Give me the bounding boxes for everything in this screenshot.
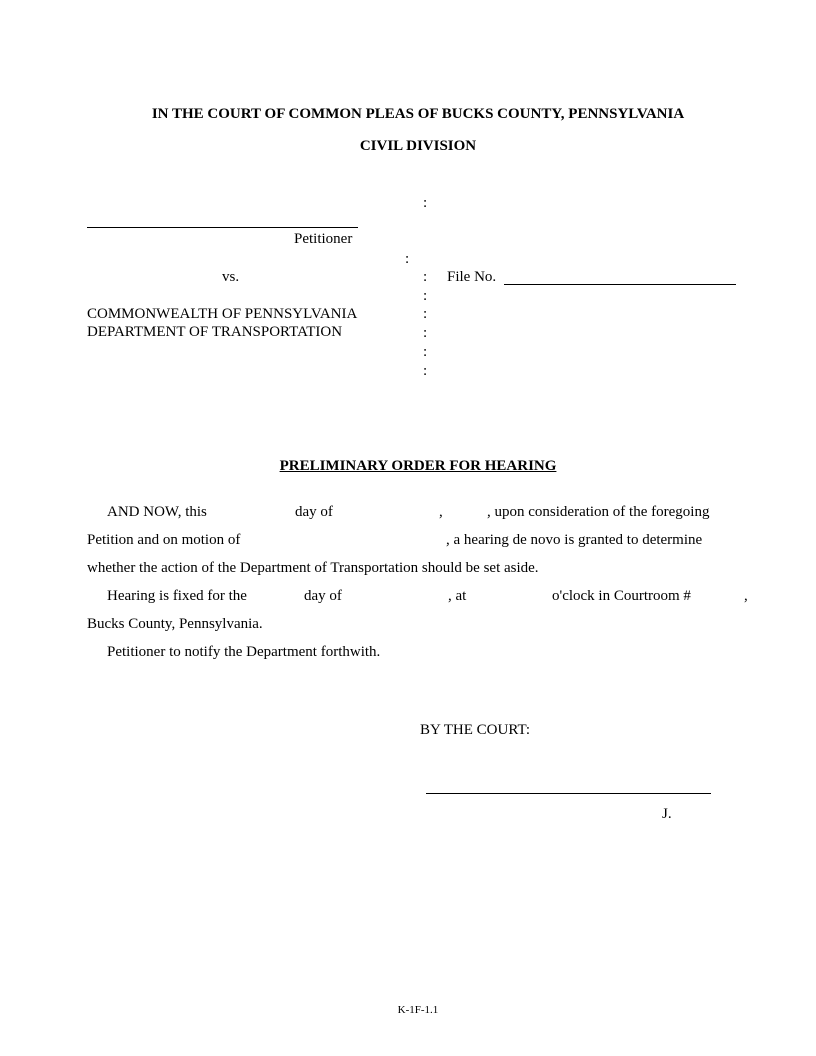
by-the-court: BY THE COURT: (420, 722, 531, 738)
caption-colon: : (423, 195, 428, 211)
p1-comma: , (439, 504, 443, 520)
caption-colon: : (423, 288, 428, 304)
p1-hearing-de-novo: , a hearing de novo is granted to determine (446, 532, 703, 548)
p2-hearing-fixed: Hearing is fixed for the (107, 588, 247, 604)
caption-colon: : (423, 344, 428, 360)
file-no-label: File No. (447, 269, 497, 285)
judge-suffix: J. (662, 806, 672, 822)
order-title: PRELIMINARY ORDER FOR HEARING (279, 458, 557, 474)
p2-at: , at (448, 588, 467, 604)
p1-and-now: AND NOW, this (107, 504, 207, 520)
caption-colon: : (423, 306, 428, 322)
p3-notify: Petitioner to notify the Department forthwith. (107, 644, 381, 660)
versus-label: vs. (222, 269, 240, 285)
p2-bucks-county: Bucks County, Pennsylvania. (87, 616, 263, 632)
p1-petition-motion: Petition and on motion of (87, 532, 241, 548)
petitioner-name-line[interactable] (87, 227, 358, 228)
respondent-line-1: COMMONWEALTH OF PENNSYLVANIA (87, 306, 358, 322)
caption-colon: : (423, 269, 428, 285)
p2-day-of: day of (304, 588, 342, 604)
petitioner-label: Petitioner (294, 231, 353, 247)
form-code: K-1F-1.1 (397, 1004, 439, 1016)
division-heading: CIVIL DIVISION (359, 138, 477, 154)
p1-day-of: day of (295, 504, 333, 520)
p2-oclock-courtroom: o'clock in Courtroom # (552, 588, 691, 604)
p1-set-aside: whether the action of the Department of Transportation should be set aside. (87, 560, 539, 576)
judge-signature-line[interactable] (426, 793, 711, 794)
court-heading: IN THE COURT OF COMMON PLEAS OF BUCKS COUNTY, PENNSYLVANIA (151, 106, 685, 122)
p1-upon-consideration: , upon consideration of the foregoing (487, 504, 710, 520)
caption-colon: : (423, 325, 428, 341)
caption-colon: : (423, 363, 428, 379)
file-no-line[interactable] (504, 284, 736, 285)
caption-colon: : (405, 251, 410, 267)
p2-comma: , (744, 588, 748, 604)
respondent-line-2: DEPARTMENT OF TRANSPORTATION (87, 324, 343, 340)
